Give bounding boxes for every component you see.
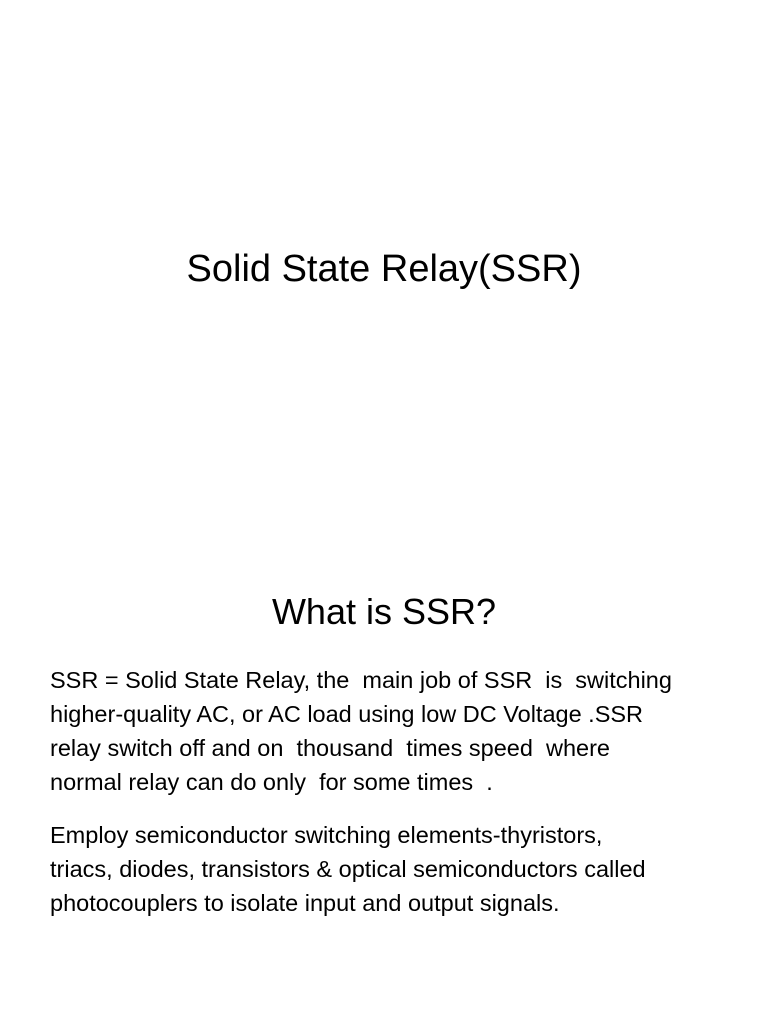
slide-title: Solid State Relay(SSR) (186, 248, 582, 290)
components-paragraph: Employ semiconductor switching elements-thyristors, triacs, diodes, transistors & optical semiconductors called photocouplers to isolate input and output signals. (50, 822, 646, 916)
slide-heading: What is SSR? (271, 591, 497, 632)
definition-paragraph: SSR = Solid State Relay, the main job of SSR is switching higher-quality AC, or AC load using low DC Voltage .SSR relay switch off and on thousand times speed where normal relay can do only for some times . (50, 667, 672, 795)
slide-what-is-ssr (0, 512, 768, 1024)
